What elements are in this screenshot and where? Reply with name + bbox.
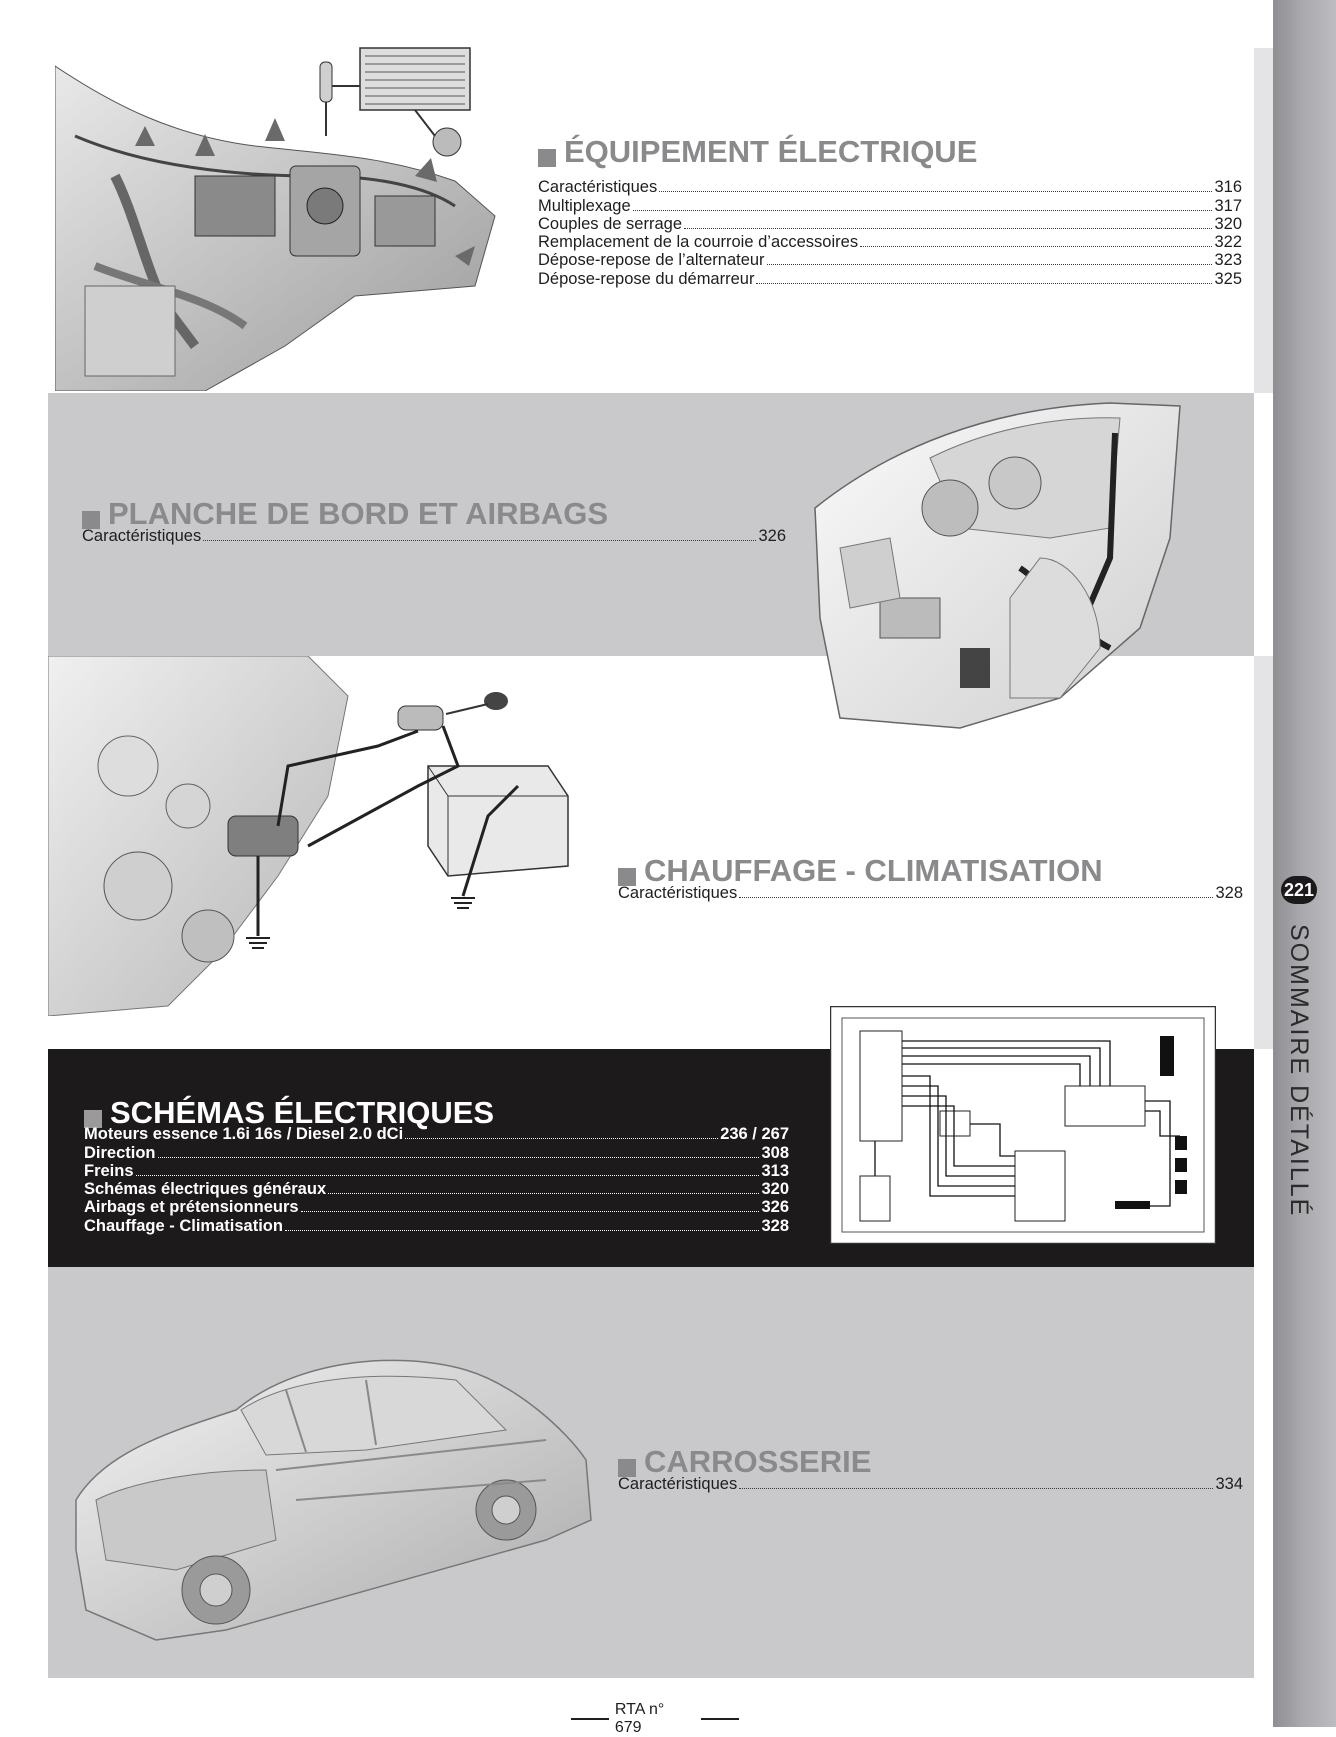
toc-schemas [84, 1125, 789, 1235]
toc-item[interactable]: Multiplexage 317 [538, 196, 1242, 215]
toc-item[interactable]: Moteurs essence 1.6i 16s / Diesel 2.0 dCi 236 / 267 [84, 1125, 789, 1144]
side-strip-light-mid [1254, 656, 1273, 1049]
side-strip-light-top [1254, 48, 1273, 393]
engine-starter-illustration [48, 656, 578, 1016]
toc-planche [82, 527, 786, 545]
wiring-diagram-illustration [830, 1006, 1216, 1244]
toc-item[interactable]: Dépose-repose du démarreur 325 [538, 269, 1242, 288]
toc-item[interactable]: Direction 308 [84, 1143, 789, 1162]
toc-item[interactable]: Airbags et prétensionneurs 326 [84, 1198, 789, 1217]
toc-item[interactable]: Dépose-repose de l’alternateur 323 [538, 251, 1242, 270]
toc-item[interactable]: Caractéristiques 334 [618, 1475, 1243, 1494]
airbag-interior-illustration [810, 398, 1190, 738]
side-label: SOMMAIRE DÉTAILLÉ [1285, 924, 1313, 1218]
car-body-illustration [66, 1340, 596, 1645]
toc-item[interactable]: Freins 313 [84, 1161, 789, 1180]
page-footer [565, 1701, 745, 1737]
toc-item[interactable]: Caractéristiques 316 [538, 178, 1242, 197]
toc-equipement [538, 178, 1242, 288]
section-title-carrosserie: CARROSSERIE [618, 1444, 871, 1480]
toc-item[interactable]: Couples de serrage 320 [538, 214, 1242, 233]
toc-item[interactable]: Chauffage - Climatisation 328 [84, 1216, 789, 1235]
toc-carrosserie [618, 1475, 1243, 1493]
footer-text: RTA n° 679 [614, 1701, 665, 1736]
dashboard-illustration [55, 46, 505, 391]
section-title-equipement: ÉQUIPEMENT ÉLECTRIQUE [538, 134, 977, 170]
section-title-planche: PLANCHE DE BORD ET AIRBAGS [82, 496, 608, 532]
toc-item[interactable]: Caractéristiques 328 [618, 884, 1243, 903]
toc-item[interactable]: Remplacement de la courroie d’accessoires 322 [538, 233, 1242, 252]
footer-rule-right [701, 1718, 739, 1720]
section-title-schemas: SCHÉMAS ÉLECTRIQUES [84, 1095, 494, 1131]
footer-rule-left [571, 1718, 609, 1720]
toc-item[interactable]: Schémas électriques généraux 320 [84, 1180, 789, 1199]
section-title-chauffage: CHAUFFAGE - CLIMATISATION [618, 853, 1103, 889]
toc-chauffage [618, 884, 1243, 902]
square-bullet-icon [538, 149, 556, 167]
side-strip [1273, 0, 1336, 1727]
toc-item[interactable]: Caractéristiques 326 [82, 527, 786, 546]
page-number-badge: 221 [1281, 876, 1317, 904]
